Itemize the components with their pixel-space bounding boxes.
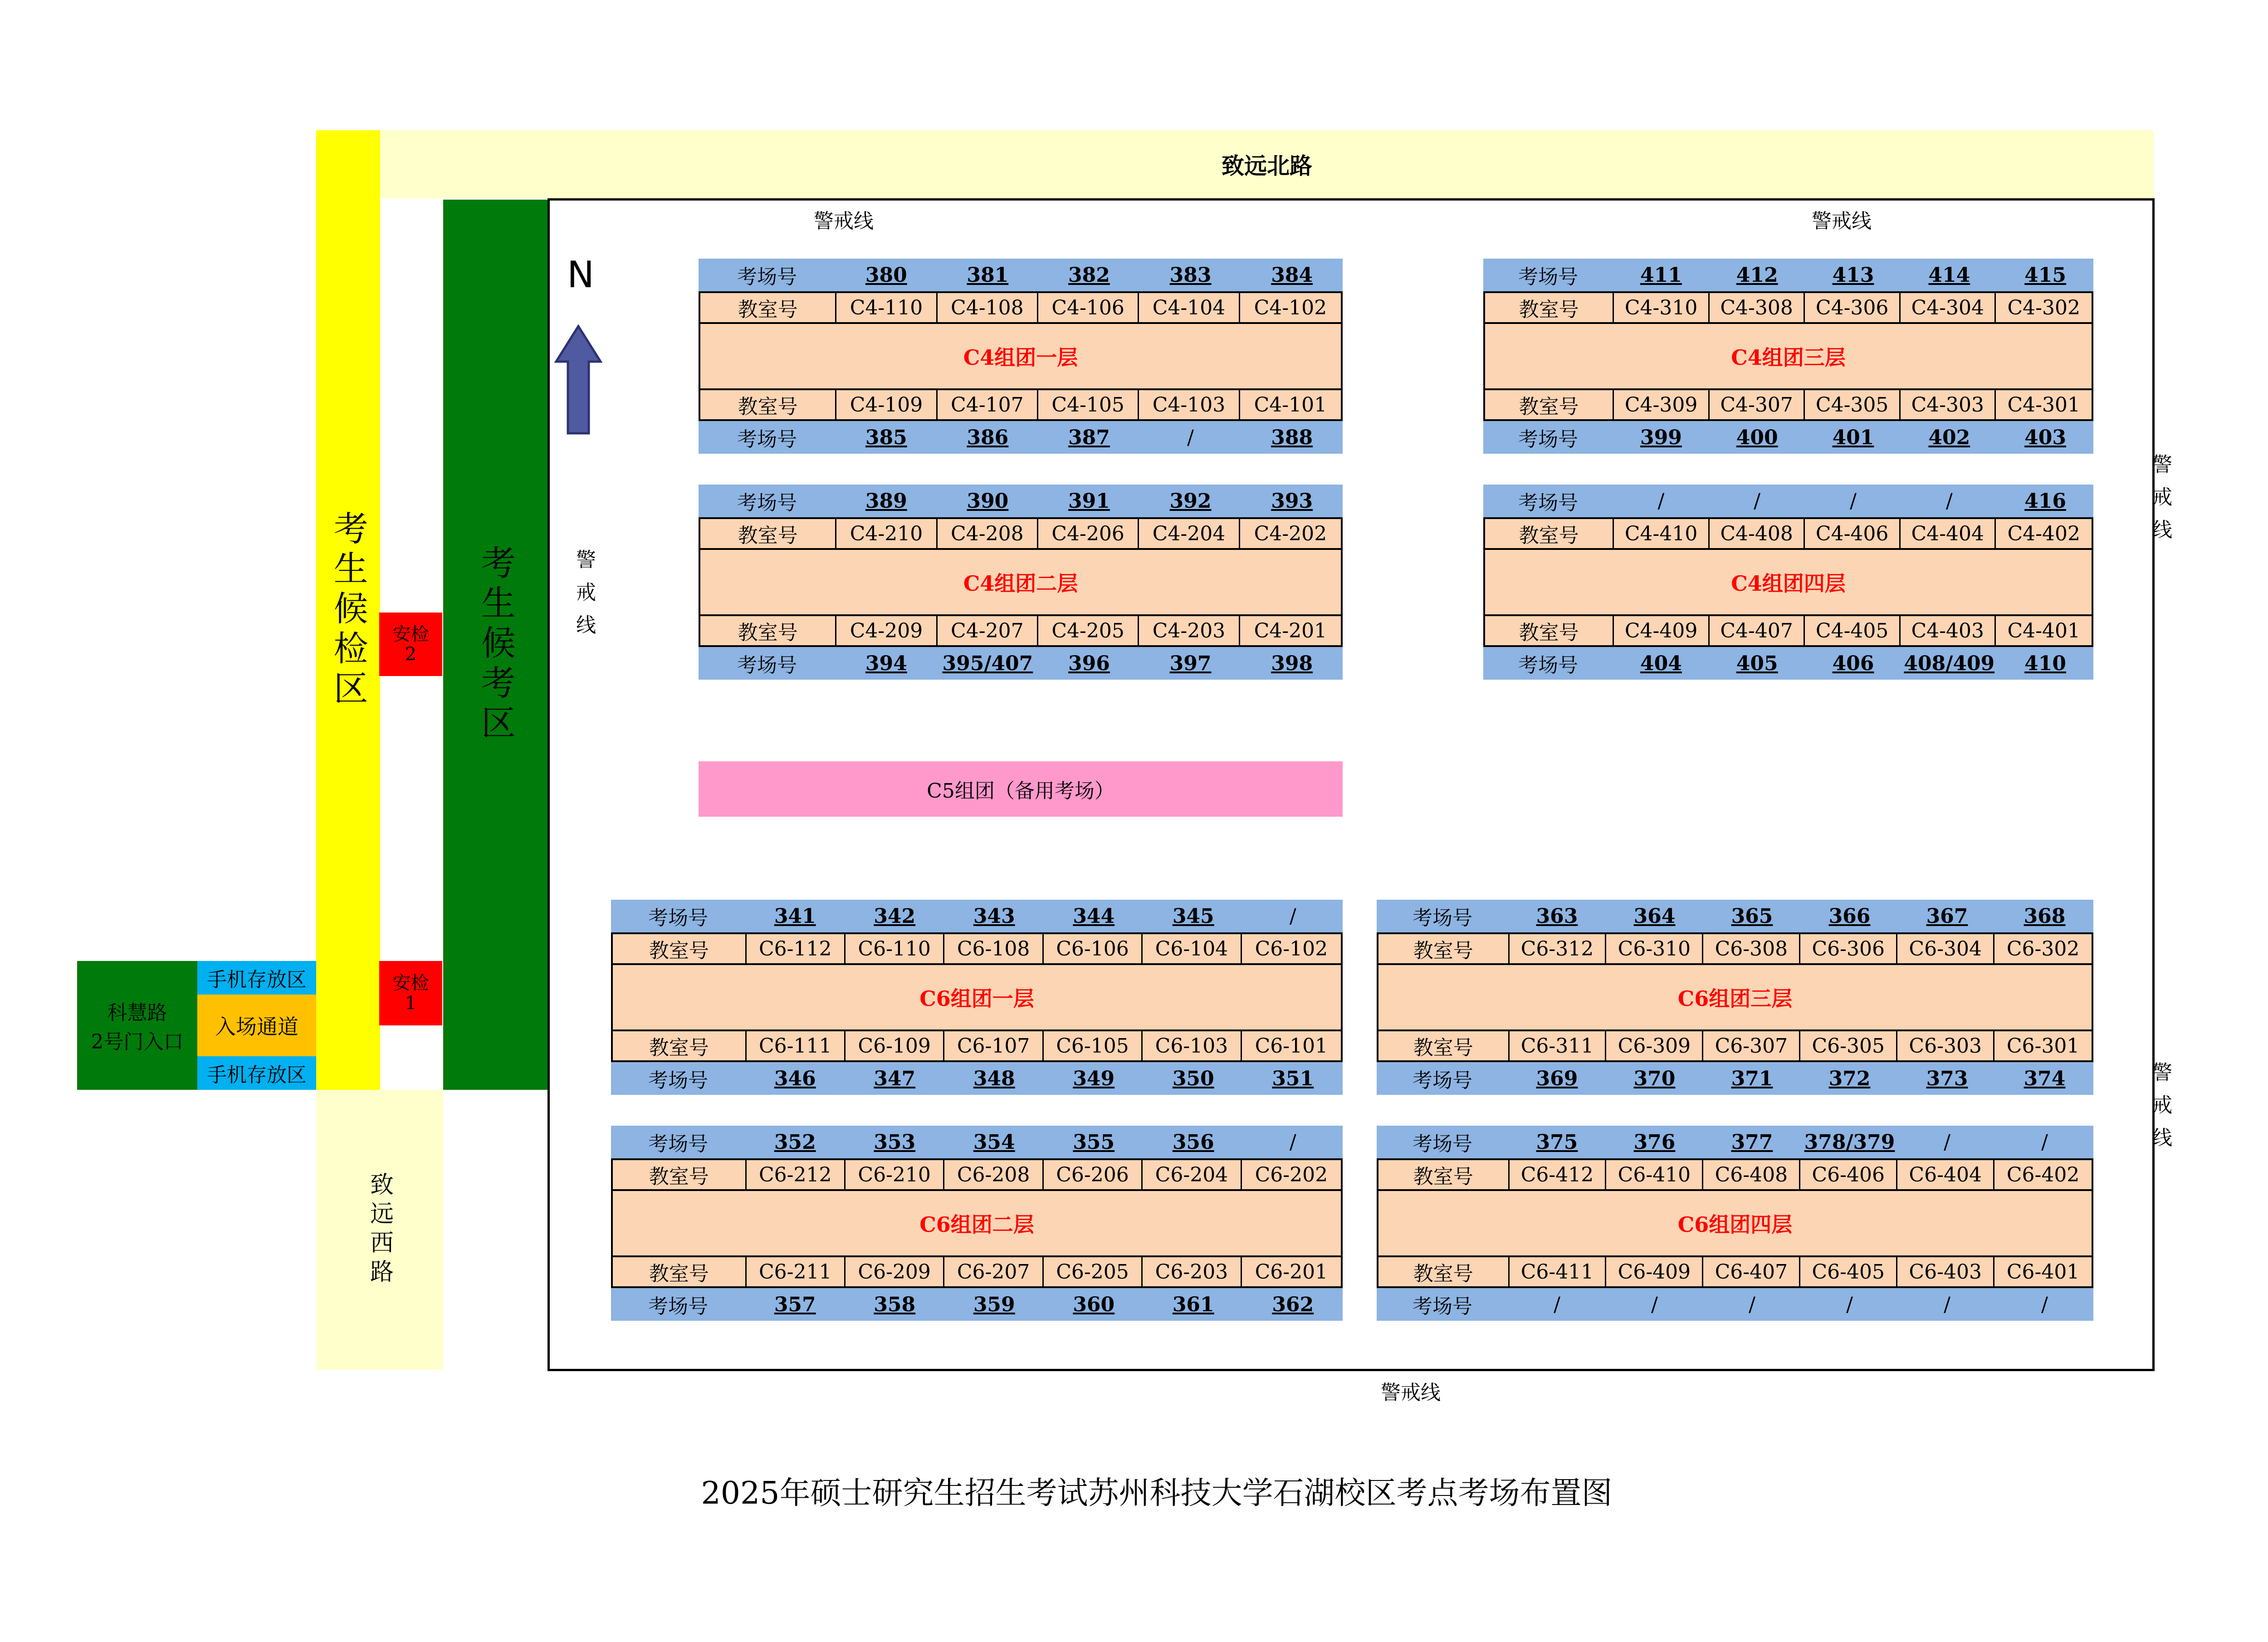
room-number: C6-212	[747, 1160, 846, 1189]
building-floor-title: C6组团四层	[1377, 1191, 2093, 1255]
north-road	[380, 130, 2154, 198]
c5-reserve-building	[699, 761, 1343, 817]
building-floor-title: C6组团三层	[1377, 965, 2093, 1029]
exam-number: 391	[1068, 489, 1110, 513]
room-number-label: 教室号	[700, 390, 836, 419]
room-number: C4-205	[1038, 616, 1139, 645]
building-floor-title: C4组团三层	[1483, 324, 2093, 388]
exam-number: 378/379	[1804, 1130, 1895, 1154]
exam-number-label: 考场号	[737, 428, 797, 451]
room-number-row	[699, 614, 1343, 647]
exam-number: 364	[1633, 904, 1676, 928]
exam-number-label: 考场号	[1518, 491, 1578, 515]
room-number: C4-306	[1805, 293, 1901, 322]
exam-number-label: 考场号	[648, 1295, 708, 1318]
exam-number-label: 考场号	[737, 491, 797, 515]
block-c4-floor2	[699, 485, 1343, 680]
room-number: C4-109	[836, 390, 937, 419]
room-number: C6-103	[1143, 1031, 1242, 1060]
exam-number: 401	[1832, 426, 1874, 449]
security-2-label: 安检 2	[392, 624, 429, 665]
exam-number: 396	[1068, 652, 1110, 675]
block-c6-floor3	[1377, 900, 2093, 1095]
building-floor-title: C6组团二层	[611, 1191, 1343, 1255]
room-number: C6-203	[1143, 1257, 1242, 1286]
guard-line-left: 警戒线	[572, 549, 596, 647]
exam-number: 359	[973, 1293, 1015, 1316]
exam-number: /	[1850, 489, 1857, 513]
room-number-row	[1377, 932, 2093, 965]
room-number: C4-305	[1805, 390, 1901, 419]
room-number: C4-106	[1038, 293, 1139, 322]
room-number-row	[611, 1158, 1343, 1191]
exam-number: 400	[1736, 426, 1778, 449]
room-number: C6-305	[1800, 1031, 1897, 1060]
room-number: C4-402	[2007, 522, 2080, 545]
exam-number: 383	[1169, 263, 1212, 287]
room-number: C6-110	[846, 934, 944, 963]
room-number: C6-201	[1255, 1260, 1328, 1284]
exam-number: 360	[1073, 1293, 1115, 1316]
room-number: C6-401	[2006, 1260, 2080, 1284]
room-number: C4-102	[1254, 296, 1327, 319]
exam-number-label: 考场号	[648, 1132, 708, 1156]
building-floor-title: C4组团四层	[1483, 550, 2093, 614]
exam-number-label: 考场号	[1413, 1069, 1472, 1092]
exam-number: 352	[774, 1130, 816, 1154]
phone-storage-top	[197, 961, 316, 995]
exam-number: 410	[2024, 652, 2067, 675]
exam-number: 382	[1068, 263, 1110, 287]
room-number: C6-104	[1143, 934, 1242, 963]
room-number-row	[611, 1029, 1343, 1062]
room-number: C6-410	[1606, 1160, 1703, 1189]
room-number: C4-107	[938, 390, 1038, 419]
exam-number: 367	[1926, 904, 1968, 928]
room-number-label: 教室号	[1485, 293, 1614, 322]
exam-number: 355	[1073, 1130, 1115, 1154]
exam-number: 357	[774, 1293, 816, 1316]
exam-number-row	[1377, 900, 2093, 932]
exam-number: 372	[1828, 1067, 1871, 1090]
exam-number: 371	[1731, 1067, 1773, 1090]
north-arrow-icon	[553, 324, 603, 436]
security-checkpoint-2	[379, 613, 442, 676]
exam-number: /	[1944, 1130, 1950, 1154]
room-number: C4-407	[1710, 616, 1805, 645]
exam-number: 415	[2024, 263, 2067, 287]
room-number: C4-201	[1254, 619, 1327, 642]
gate-entrance	[77, 961, 197, 1090]
phone-storage-bottom-label: 手机存放区	[207, 1064, 307, 1087]
exam-number: 404	[1640, 652, 1682, 675]
room-number: C4-308	[1710, 293, 1805, 322]
room-number: C6-312	[1510, 934, 1607, 963]
room-number: C4-108	[938, 293, 1038, 322]
exam-number: 390	[967, 489, 1009, 513]
exam-number-row	[1483, 647, 2093, 680]
exam-number: 408/409	[1904, 652, 1995, 675]
exam-number-label: 考场号	[648, 1069, 708, 1092]
room-number: C4-202	[1254, 522, 1327, 545]
room-number: C6-211	[747, 1257, 846, 1286]
room-number: C6-412	[1510, 1160, 1607, 1189]
exam-number: 361	[1172, 1293, 1214, 1316]
exam-number-row	[1377, 1062, 2093, 1095]
room-number-label: 教室号	[1378, 1031, 1510, 1060]
room-number: C4-307	[1710, 390, 1805, 419]
room-number: C6-406	[1800, 1160, 1897, 1189]
exam-number: 381	[967, 263, 1009, 287]
checkin-waiting-zone	[316, 130, 380, 1090]
room-number: C4-204	[1139, 519, 1240, 548]
west-road-label: 致远西路	[366, 1171, 393, 1288]
exam-number: /	[2041, 1293, 2048, 1316]
exam-number: 345	[1172, 904, 1214, 928]
room-number-row	[1483, 388, 2093, 421]
exam-number: 373	[1926, 1067, 1968, 1090]
exam-number: /	[1944, 1293, 1950, 1316]
exam-number: 388	[1271, 426, 1313, 449]
room-number: C4-206	[1038, 519, 1139, 548]
room-number: C6-407	[1703, 1257, 1800, 1286]
exam-number-row	[611, 900, 1343, 932]
room-number-label: 教室号	[613, 1257, 747, 1286]
exam-waiting-zone	[443, 200, 548, 1090]
exam-number: 347	[874, 1067, 916, 1090]
block-c4-floor4	[1483, 485, 2093, 680]
phone-storage-top-label: 手机存放区	[207, 968, 307, 991]
exam-number: 398	[1271, 652, 1313, 675]
exam-number: 411	[1640, 263, 1682, 287]
exam-number: /	[1289, 904, 1296, 928]
room-number-label: 教室号	[700, 616, 836, 645]
room-number-label: 教室号	[1485, 616, 1614, 645]
building-floor-title: C4组团一层	[699, 324, 1343, 388]
room-number-label: 教室号	[613, 1031, 747, 1060]
room-number: C4-304	[1901, 293, 1996, 322]
exam-number: /	[1554, 1293, 1560, 1316]
room-number: C6-306	[1800, 934, 1897, 963]
guard-line-bottom: 警戒线	[1381, 1381, 1441, 1404]
room-number: C6-308	[1703, 934, 1800, 963]
room-number-label: 教室号	[1378, 934, 1510, 963]
exam-number-row	[1483, 485, 2093, 517]
exam-number-row	[611, 1062, 1343, 1095]
exam-number-row	[699, 421, 1343, 454]
room-number: C6-409	[1606, 1257, 1703, 1286]
block-c6-floor1	[611, 900, 1343, 1095]
room-number: C4-303	[1901, 390, 1996, 419]
room-number-row	[611, 932, 1343, 965]
room-number: C6-302	[2006, 937, 2080, 961]
security-1-label: 安检 1	[392, 973, 429, 1014]
room-number: C6-109	[846, 1031, 944, 1060]
exam-number: 405	[1736, 652, 1778, 675]
room-number: C6-402	[2006, 1163, 2080, 1186]
building-floor-title: C6组团一层	[611, 965, 1343, 1029]
west-road	[316, 1090, 443, 1370]
exam-number-row	[1377, 1288, 2093, 1321]
room-number: C4-203	[1139, 616, 1240, 645]
exam-number: 389	[865, 489, 907, 513]
exam-number: 393	[1271, 489, 1313, 513]
exam-number: 349	[1073, 1067, 1115, 1090]
block-c4-floor1	[699, 259, 1343, 454]
exam-number: 369	[1536, 1067, 1578, 1090]
exam-number: /	[1754, 489, 1761, 513]
guard-line-right-upper: 警戒线	[2149, 454, 2172, 552]
exam-number: 356	[1172, 1130, 1214, 1154]
room-number-row	[1377, 1158, 2093, 1191]
exam-number-row	[1377, 1126, 2093, 1158]
room-number: C6-206	[1044, 1160, 1143, 1189]
room-number: C6-311	[1510, 1031, 1607, 1060]
room-number: C6-307	[1703, 1031, 1800, 1060]
exam-number-label: 考场号	[737, 265, 797, 289]
room-number: C4-207	[938, 616, 1038, 645]
security-checkpoint-1	[379, 961, 442, 1025]
compass-north-label: N	[567, 253, 594, 296]
exam-number-row	[1483, 421, 2093, 454]
exam-number: 362	[1272, 1293, 1314, 1316]
exam-number-label: 考场号	[737, 654, 797, 677]
room-number: C4-408	[1710, 519, 1805, 548]
exam-number-label: 考场号	[1413, 1132, 1472, 1156]
room-number: C6-304	[1897, 934, 1994, 963]
exam-number-label: 考场号	[1518, 265, 1578, 289]
exam-number: /	[1657, 489, 1665, 513]
exam-number: /	[1945, 489, 1953, 513]
room-number: C6-303	[1897, 1031, 1994, 1060]
exam-number: 403	[2024, 426, 2067, 449]
exam-number-row	[611, 1126, 1343, 1158]
exam-number: /	[1846, 1293, 1853, 1316]
building-floor-title: C4组团二层	[699, 550, 1343, 614]
exam-number: 397	[1169, 652, 1212, 675]
room-number: C4-210	[836, 519, 937, 548]
room-number-label: 教室号	[613, 934, 747, 963]
exam-number: 341	[774, 904, 816, 928]
room-number: C4-105	[1038, 390, 1139, 419]
room-number-label: 教室号	[1378, 1257, 1510, 1286]
room-number-label: 教室号	[613, 1160, 747, 1189]
room-number: C6-208	[944, 1160, 1043, 1189]
exam-number: 414	[1928, 263, 1970, 287]
room-number: C4-301	[2007, 393, 2080, 417]
exam-number: 358	[874, 1293, 916, 1316]
room-number-label: 教室号	[1485, 519, 1614, 548]
room-number: C6-405	[1800, 1257, 1897, 1286]
exam-number: /	[1749, 1293, 1755, 1316]
room-number: C6-404	[1897, 1160, 1994, 1189]
room-number: C6-108	[944, 934, 1043, 963]
block-c6-floor2	[611, 1126, 1343, 1321]
exam-number-row	[699, 259, 1343, 291]
page-title: 2025年硕士研究生招生考试苏州科技大学石湖校区考点考场布置图	[701, 1475, 1613, 1511]
room-number: C6-408	[1703, 1160, 1800, 1189]
exam-number-row	[1483, 259, 2093, 291]
room-number: C6-202	[1255, 1163, 1328, 1186]
room-number-row	[611, 1255, 1343, 1288]
exam-number: 370	[1633, 1067, 1676, 1090]
exam-number: 385	[865, 426, 907, 449]
room-number: C6-301	[2006, 1034, 2080, 1058]
room-number-row	[1483, 291, 2093, 324]
exam-number: 374	[2024, 1067, 2066, 1090]
exam-number: 350	[1172, 1067, 1214, 1090]
exam-number: 351	[1272, 1067, 1314, 1090]
exam-number-label: 考场号	[1518, 654, 1578, 677]
guard-line-top-left: 警戒线	[814, 210, 874, 233]
room-number: C4-310	[1614, 293, 1710, 322]
room-number: C4-410	[1614, 519, 1710, 548]
room-number-label: 教室号	[700, 293, 836, 322]
exam-number: /	[1187, 426, 1194, 449]
exam-number: 395/407	[942, 652, 1033, 675]
room-number-row	[699, 388, 1343, 421]
room-number: C6-207	[944, 1257, 1043, 1286]
room-number: C4-208	[938, 519, 1038, 548]
exam-number: 380	[865, 263, 907, 287]
room-number: C4-101	[1254, 393, 1327, 417]
room-number: C6-210	[846, 1160, 944, 1189]
room-number: C6-107	[944, 1031, 1043, 1060]
room-number: C4-209	[836, 616, 937, 645]
room-number: C6-309	[1606, 1031, 1703, 1060]
exam-number: 365	[1731, 904, 1773, 928]
room-number-label: 教室号	[1485, 390, 1614, 419]
room-number: C6-205	[1044, 1257, 1143, 1286]
room-number: C6-204	[1143, 1160, 1242, 1189]
room-number: C6-403	[1897, 1257, 1994, 1286]
exam-number: 342	[874, 904, 916, 928]
room-number: C6-102	[1255, 937, 1328, 961]
exam-number: 346	[774, 1067, 816, 1090]
exam-number: 343	[973, 904, 1015, 928]
room-number: C4-409	[1614, 616, 1710, 645]
phone-storage-bottom	[197, 1056, 316, 1090]
room-number: C6-101	[1255, 1034, 1328, 1058]
exam-number: 376	[1633, 1130, 1676, 1154]
exam-number: /	[1651, 1293, 1658, 1316]
room-number: C4-110	[836, 293, 937, 322]
exam-number-label: 考场号	[1413, 1295, 1472, 1318]
gate-label: 科慧路 2号门入口	[91, 1001, 184, 1054]
room-number-row	[1483, 517, 2093, 550]
exam-number: 353	[874, 1130, 916, 1154]
room-number: C4-103	[1139, 390, 1240, 419]
exam-number: 354	[973, 1130, 1015, 1154]
exam-number: 384	[1271, 263, 1313, 287]
room-number: C4-403	[1901, 616, 1996, 645]
exam-number: 394	[865, 652, 907, 675]
room-number: C6-411	[1510, 1257, 1607, 1286]
room-number-row	[1377, 1255, 2093, 1288]
exam-number: 399	[1640, 426, 1682, 449]
exam-number: 377	[1731, 1130, 1773, 1154]
exam-number: 416	[2024, 489, 2067, 513]
entry-channel-label: 入场通道	[215, 1015, 298, 1039]
exam-number: 348	[973, 1067, 1015, 1090]
exam-number-label: 考场号	[1413, 907, 1472, 930]
exam-number: 402	[1928, 426, 1970, 449]
guard-line-top-right: 警戒线	[1812, 210, 1872, 233]
room-number: C4-104	[1139, 293, 1240, 322]
exam-waiting-label: 考生候考区	[475, 545, 516, 745]
exam-number: 366	[1828, 904, 1871, 928]
exam-number: 344	[1073, 904, 1115, 928]
room-number: C6-105	[1044, 1031, 1143, 1060]
entry-channel	[197, 995, 316, 1056]
exam-number: /	[2041, 1130, 2048, 1154]
exam-number: 406	[1832, 652, 1874, 675]
exam-number: 363	[1536, 904, 1578, 928]
exam-number: 387	[1068, 426, 1110, 449]
exam-number: 392	[1169, 489, 1212, 513]
room-number: C6-111	[747, 1031, 846, 1060]
room-number-label: 教室号	[1378, 1160, 1510, 1189]
room-number-label: 教室号	[700, 519, 836, 548]
block-c6-floor4	[1377, 1126, 2093, 1321]
room-number: C6-209	[846, 1257, 944, 1286]
room-number-row	[1377, 1029, 2093, 1062]
room-number: C4-406	[1805, 519, 1901, 548]
exam-number: 368	[2024, 904, 2066, 928]
exam-number: 386	[967, 426, 1009, 449]
exam-number: 413	[1832, 263, 1874, 287]
room-number: C4-401	[2007, 619, 2080, 642]
exam-number-label: 考场号	[648, 907, 708, 930]
room-number: C4-404	[1901, 519, 1996, 548]
block-c4-floor3	[1483, 259, 2093, 454]
room-number: C6-106	[1044, 934, 1143, 963]
room-number-row	[1483, 614, 2093, 647]
exam-number-row	[699, 485, 1343, 517]
room-number: C4-309	[1614, 390, 1710, 419]
c5-reserve-label: C5组团（备用考场）	[927, 779, 1114, 803]
exam-number: 375	[1536, 1130, 1578, 1154]
room-number: C6-112	[747, 934, 846, 963]
checkin-waiting-label: 考生候检区	[328, 510, 368, 710]
north-road-label: 致远北路	[1222, 153, 1312, 179]
room-number-row	[699, 517, 1343, 550]
exam-number: /	[1289, 1130, 1296, 1154]
room-number: C4-302	[2007, 296, 2080, 319]
room-number: C4-405	[1805, 616, 1901, 645]
guard-line-right-lower: 警戒线	[2149, 1062, 2172, 1160]
exam-number-row	[611, 1288, 1343, 1321]
room-number: C6-310	[1606, 934, 1703, 963]
room-number-row	[699, 291, 1343, 324]
exam-number-label: 考场号	[1518, 428, 1578, 451]
exam-number-row	[699, 647, 1343, 680]
exam-number: 412	[1736, 263, 1778, 287]
